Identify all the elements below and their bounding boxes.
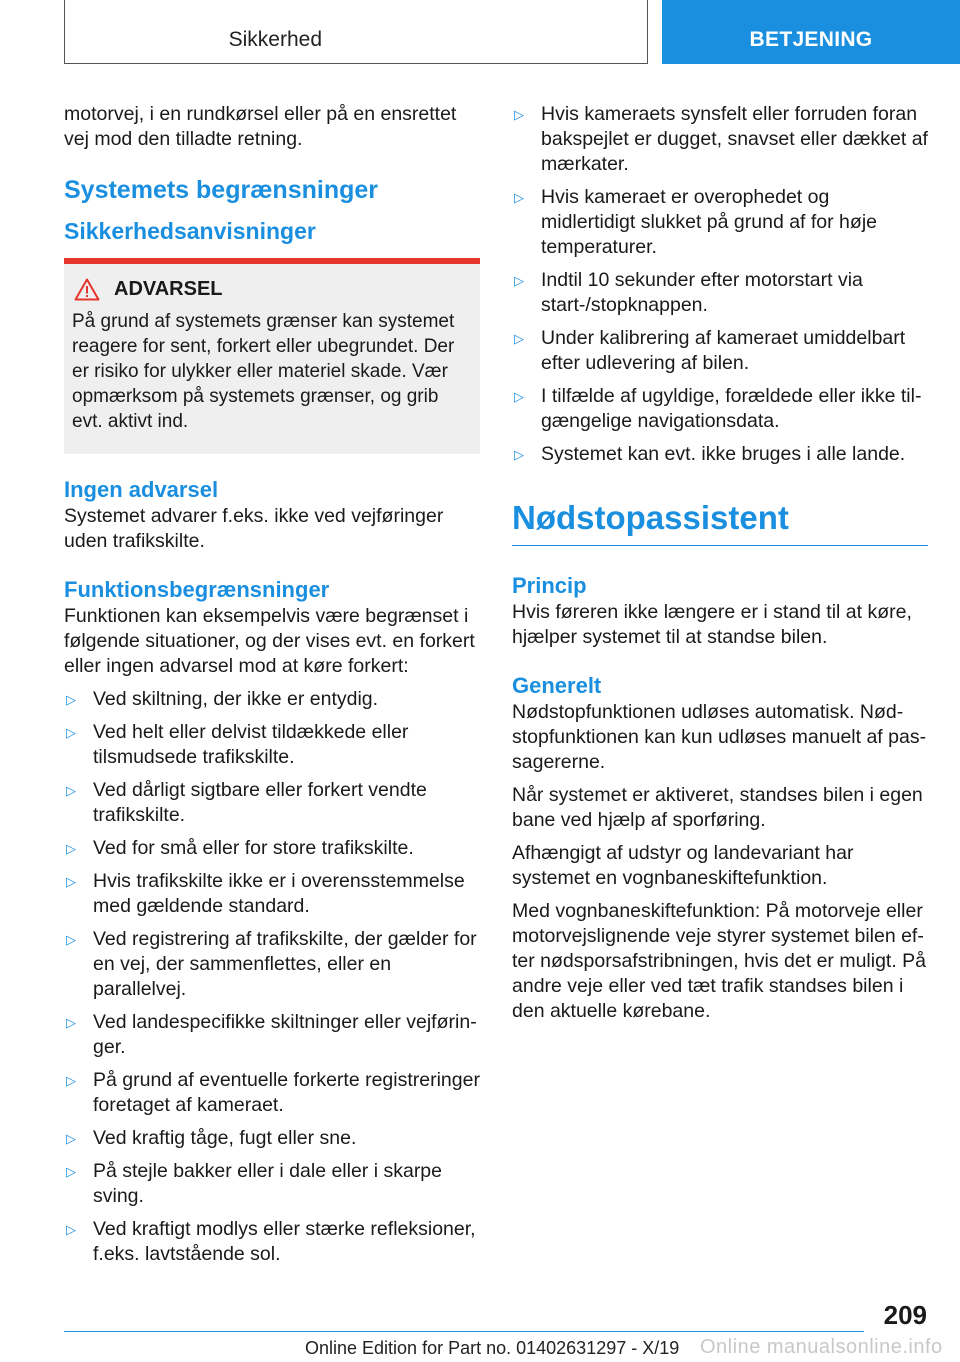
intro-paragraph: motorvej, i en rundkørsel eller på en ensrettet vej mod den tilladte retning.: [64, 103, 457, 150]
chapter-tab[interactable]: BETJENING: [662, 0, 960, 64]
list-item: ▷ Hvis trafikskilte ikke er i overensstemmelse med gældende standard.: [66, 870, 465, 917]
heading-general: Generelt: [512, 673, 602, 698]
triangle-bullet-icon: ▷: [66, 1073, 76, 1088]
triangle-bullet-icon: ▷: [514, 389, 524, 404]
warning-title: ADVARSEL: [114, 278, 223, 300]
triangle-bullet-icon: ▷: [66, 1131, 76, 1146]
list-item: ▷ Hvis kameraet er overophedet og midlertidigt slukket på grund af for høje temperaturer.: [514, 186, 877, 258]
footer-edition: Online Edition for Part no. 01402631297 - X/19: [305, 1338, 680, 1358]
function-limits-list: [64, 687, 480, 1267]
triangle-bullet-icon: ▷: [66, 725, 76, 740]
no-warning-text: Systemet advarer f.eks. ikke ved vejføringer uden trafikskilte.: [64, 505, 444, 552]
list-item: ▷ Ved skiltning, der ikke er entydig.: [66, 688, 379, 710]
triangle-bullet-icon: ▷: [66, 1164, 76, 1179]
triangle-bullet-icon: ▷: [66, 1015, 76, 1030]
warning-triangle-icon: [74, 278, 100, 301]
heading-system-limits: Systemets begrænsninger: [64, 176, 378, 204]
warning-box: [64, 258, 480, 454]
triangle-bullet-icon: ▷: [514, 331, 524, 346]
footer-divider: [64, 1331, 864, 1332]
camera-limits-list: [512, 102, 928, 467]
list-item: ▷ Ved kraftig tåge, fugt eller sne.: [66, 1127, 357, 1149]
footer-watermark: Online manualsonline.info: [700, 1336, 943, 1358]
list-item: ▷ Ved kraftigt modlys eller stærke refleksioner, f.eks. lavtstående sol.: [66, 1218, 476, 1265]
triangle-bullet-icon: ▷: [514, 273, 524, 288]
triangle-bullet-icon: ▷: [66, 841, 76, 856]
triangle-bullet-icon: ▷: [66, 932, 76, 947]
warning-text: På grund af systemets grænser kan systemet reagere for sent, forkert eller ubegrundet. Der er risiko for ulykker eller materiel skade. Vær opmærksom på systemets grænser, og grib evt. aktivt ind.: [72, 311, 455, 432]
triangle-bullet-icon: ▷: [514, 190, 524, 205]
heading-emergency-stop: Nødstopassistent: [512, 497, 928, 546]
triangle-bullet-icon: ▷: [66, 783, 76, 798]
left-column: [64, 102, 480, 1275]
list-item: ▷ I tilfælde af ugyldige, forældede eller ikke tilgængelige navigationsdata.: [514, 385, 922, 432]
list-item: ▷ Ved for små eller for store trafikskilte.: [66, 837, 414, 859]
list-item: ▷ Ved registrering af trafikskilte, der gælder for en vej, der sammenflettes, eller en parallelvej.: [66, 928, 477, 1000]
triangle-bullet-icon: ▷: [514, 107, 524, 122]
warning-header: [72, 278, 470, 301]
heading-safety: Sikkerhedsanvisninger: [64, 218, 316, 244]
list-item: ▷ Ved helt eller delvist tildækkede eller tilsmudsede trafikskilte.: [66, 721, 409, 768]
list-item: ▷ Indtil 10 sekunder efter motorstart via start-/stopknappen.: [514, 269, 863, 316]
triangle-bullet-icon: ▷: [514, 447, 524, 462]
section-title: Sikkerhed: [228, 28, 322, 51]
heading-function-limits: Funktionsbegrænsninger: [64, 577, 330, 602]
list-item: ▷ Hvis kameraets synsfelt eller forruden foran bakspejlet er dugget, snavset eller dækket af mærkater.: [514, 103, 928, 175]
heading-no-warning: Ingen advarsel: [64, 477, 219, 502]
heading-principle: Princip: [512, 573, 587, 598]
triangle-bullet-icon: ▷: [66, 874, 76, 889]
list-item: ▷ Under kalibrering af kameraet umiddelbart efter udlevering af bilen.: [514, 327, 906, 374]
page-number: 209: [883, 1300, 927, 1330]
general-paragraph-3: Afhængigt af udstyr og landevariant har systemet en vognbaneskiftefunktion.: [512, 842, 854, 889]
header-frame: [64, 0, 648, 64]
right-column: [512, 102, 928, 1032]
list-item: ▷ Ved dårligt sigtbare eller forkert vendte trafikskilte.: [66, 779, 427, 826]
function-limits-text: Funktionen kan eksempelvis være begrænset i følgende situationer, og der vises evt. en forkert eller ingen advarsel mod at køre forkert:: [64, 605, 475, 677]
principle-text: Hvis føreren ikke længere er i stand til at køre, hjælper systemet til at standse bilen.: [512, 601, 912, 648]
list-item: ▷ Ved landespecifikke skiltninger eller vejføringer.: [66, 1011, 477, 1058]
general-paragraph-2: Når systemet er aktiveret, standses bilen i egen bane ved hjælp af sporføring.: [512, 784, 923, 831]
triangle-bullet-icon: ▷: [66, 692, 76, 707]
list-item: ▷ På stejle bakker eller i dale eller i skarpe sving.: [66, 1160, 443, 1207]
list-item: ▷ Systemet kan evt. ikke bruges i alle lande.: [514, 443, 906, 465]
general-paragraph-4: Med vognbaneskiftefunktion: På motorveje eller motorvejslignende veje styrer systemet bilen efter nødsporsafstribningen, hvis det er muligt. På andre veje eller ved tæt trafik standses bilen i den aktuelle kørebane.: [512, 900, 927, 1022]
list-item: ▷ På grund af eventuelle forkerte registreringer foretaget af kameraet.: [66, 1069, 480, 1116]
triangle-bullet-icon: ▷: [66, 1222, 76, 1237]
general-paragraph-1: Nødstopfunktionen udløses automatisk. Nødstopfunktionen kan kun udløses manuelt af passagererne.: [512, 701, 927, 773]
